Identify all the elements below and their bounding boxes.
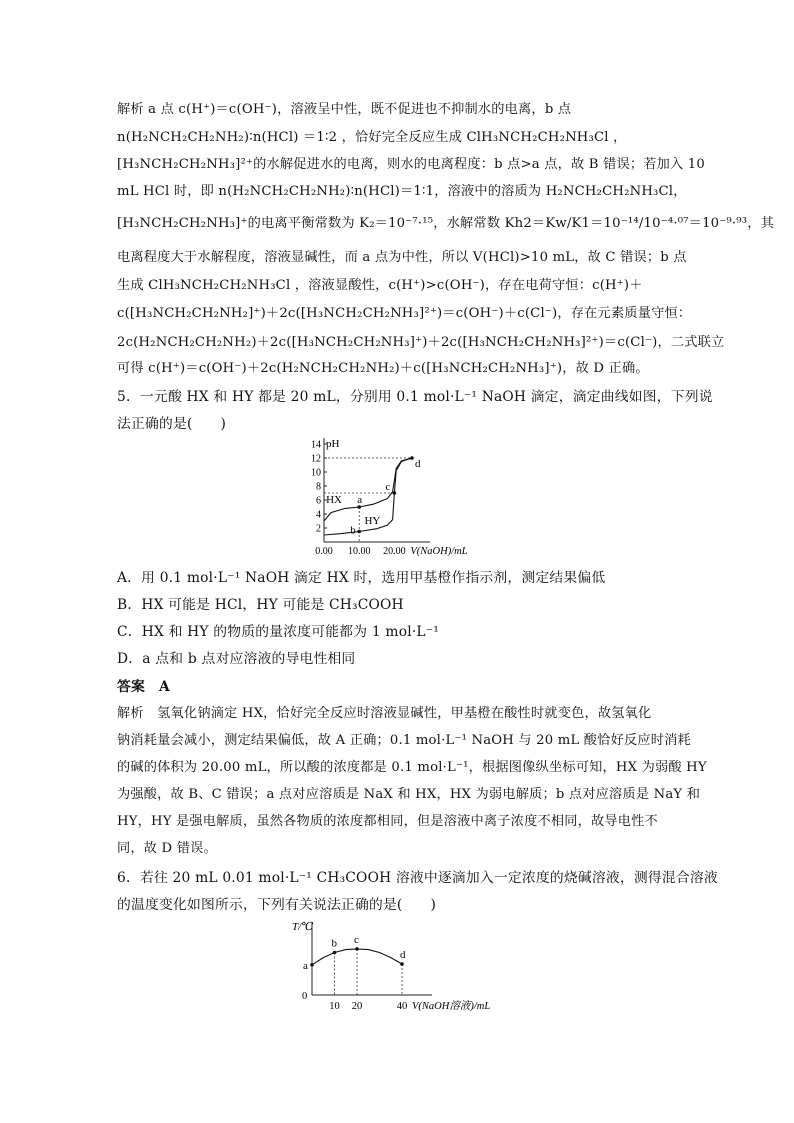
origin-label: 0 xyxy=(302,991,308,1002)
point-c xyxy=(393,491,397,495)
point-label-a: a xyxy=(303,959,308,972)
point-label-b: b xyxy=(331,937,337,950)
point-b xyxy=(357,530,361,534)
y-tick-label: 12 xyxy=(311,453,321,465)
point-c xyxy=(355,947,359,951)
point-label-c: c xyxy=(385,481,391,493)
explanation-line: 可得 c(H⁺)＝c(OH⁻)＋2c(H₂NCH₂CH₂NH₂)＋c([H₃NCH₂CH₂NH₃]⁺)，故 D 正确。 xyxy=(117,361,649,376)
y-tick-label: 2 xyxy=(316,523,321,535)
explanation-line: n(H₂NCH₂CH₂NH₂)∶n(HCl) ＝1∶2 ，恰好完全反应生成 ClH₃NCH₂CH₂NH₃Cl ， xyxy=(117,130,627,145)
y-axis-label: T/℃ xyxy=(292,921,314,933)
y-tick-label: 4 xyxy=(316,509,321,521)
point-label-a: a xyxy=(357,494,363,506)
question-5-stem: 法正确的是( ) xyxy=(117,416,227,432)
series-line-HX xyxy=(324,458,412,521)
explanation-line: 的碱的体积为 20.00 mL，所以酸的浓度都是 0.1 mol·L⁻¹，根据图像纵坐标可知，HX 为弱酸 HY xyxy=(117,760,707,775)
explanation-line: [H₃NCH₂CH₂NH₃]⁺的电离平衡常数为 K₂＝10⁻⁷·¹⁵，水解常数 Kh2＝Kw/K1＝10⁻¹⁴/10⁻⁴·⁰⁷＝10⁻⁹·⁹³，其 xyxy=(117,216,775,231)
x-tick-label: 20.00 xyxy=(383,546,406,557)
x-tick-label: 10.00 xyxy=(347,546,371,557)
explanation-line: c([H₃NCH₂CH₂NH₂]⁺)＋2c([H₃NCH₂CH₂NH₃]²⁺)＝c(OH⁻)＋c(Cl⁻)，存在元素质量守恒： xyxy=(117,306,692,321)
point-a xyxy=(310,963,314,967)
y-tick-label: 6 xyxy=(316,495,321,507)
titration-chart xyxy=(305,438,505,560)
point-d xyxy=(410,456,414,460)
point-d xyxy=(400,962,404,966)
explanation-line: [H₃NCH₂CH₂NH₃]²⁺的水解促进水的电离，则水的电离程度：b 点>a 点，故 B 错误；若加入 10 xyxy=(117,157,705,172)
y-tick-label: 8 xyxy=(316,481,321,493)
curve-label-HX: HX xyxy=(326,493,343,506)
curve-label-HY: HY xyxy=(364,514,381,527)
question-5-stem: 5．一元酸 HX 和 HY 都是 20 mL，分别用 0.1 mol·L⁻¹ NaOH 滴定，滴定曲线如图，下列说 xyxy=(117,389,713,405)
explanation-line: 生成 ClH₃NCH₂CH₂NH₃Cl ，溶液显酸性，c(H⁺)>c(OH⁻)，存在电荷守恒：c(H⁺)＋ xyxy=(117,278,643,293)
explanation-line: HY，HY 是强电解质，虽然各物质的浓度都相同，但是溶液中离子浓度不相同，故导电性不 xyxy=(117,814,658,829)
y-tick-label: 14 xyxy=(311,439,321,451)
x-axis-label: V(NaOH溶液)/mL xyxy=(412,1001,491,1012)
explanation-line: 解析 a 点 c(H⁺)＝c(OH⁻)，溶液呈中性，既不促进也不抑制水的电离，b 点 xyxy=(117,102,572,117)
temperature-chart xyxy=(282,916,522,1016)
option-b: B．HX 可能是 HCl，HY 可能是 CH₃COOH xyxy=(117,597,404,613)
explanation-line: 解析 氢氧化钠滴定 HX，恰好完全反应时溶液显碱性，甲基橙在酸性时就变色，故氢氧化 xyxy=(117,706,652,721)
option-c: C．HX 和 HY 的物质的量浓度可能都为 1 mol·L⁻¹ xyxy=(117,624,439,640)
explanation-line: 为强酸，故 B、C 错误；a 点对应溶质是 NaX 和 HX，HX 为弱电解质；b 点对应溶质是 NaY 和 xyxy=(117,787,701,802)
point-label-b: b xyxy=(350,524,356,537)
x-tick-label: 10 xyxy=(329,1001,340,1012)
explanation-line: 电离程度大于水解程度，溶液显碱性，而 a 点为中性，所以 V(HCl)>10 mL，故 C 错误；b 点 xyxy=(117,250,687,265)
x-axis-label: V(NaOH)/mL xyxy=(410,546,468,557)
question-6-stem: 6．若往 20 mL 0.01 mol·L⁻¹ CH₃COOH 溶液中逐滴加入一定浓度的烧碱溶液，测得混合溶液 xyxy=(117,870,718,886)
explanation-line: 2c(H₂NCH₂CH₂NH₂)＋2c([H₃NCH₂CH₂NH₃]⁺)＋2c([H₃NCH₂CH₂NH₃]²⁺)＝c(Cl⁻)，二式联立 xyxy=(117,335,725,350)
explanation-line: 同，故 D 错误。 xyxy=(117,841,217,856)
option-d: D．a 点和 b 点对应溶液的导电性相同 xyxy=(117,651,356,667)
question-6-stem: 的温度变化如图所示，下列有关说法正确的是( ) xyxy=(117,897,437,913)
point-b xyxy=(333,951,337,955)
option-a: A．用 0.1 mol·L⁻¹ NaOH 滴定 HX 时，选用甲基橙作指示剂，测定结果偏低 xyxy=(117,570,606,586)
y-tick-label: 10 xyxy=(311,467,321,479)
explanation-line: 钠消耗量会减小，测定结果偏低，故 A 正确；0.1 mol·L⁻¹ NaOH 与 20 mL 酸恰好反应时消耗 xyxy=(117,733,691,748)
answer: 答案 A xyxy=(117,679,170,695)
point-label-d: d xyxy=(415,458,421,470)
point-label-d: d xyxy=(400,949,406,962)
x-tick-label: 40 xyxy=(396,1001,408,1012)
x-tick-label: 0.00 xyxy=(315,546,333,557)
x-tick-label: 20 xyxy=(351,1001,363,1012)
point-label-c: c xyxy=(354,933,359,946)
y-axis-label: pH xyxy=(326,438,340,450)
explanation-line: mL HCl 时，即 n(H₂NCH₂CH₂NH₂)∶n(HCl)＝1∶1，溶液中的溶质为 H₂NCH₂CH₂NH₃Cl， xyxy=(117,184,687,199)
